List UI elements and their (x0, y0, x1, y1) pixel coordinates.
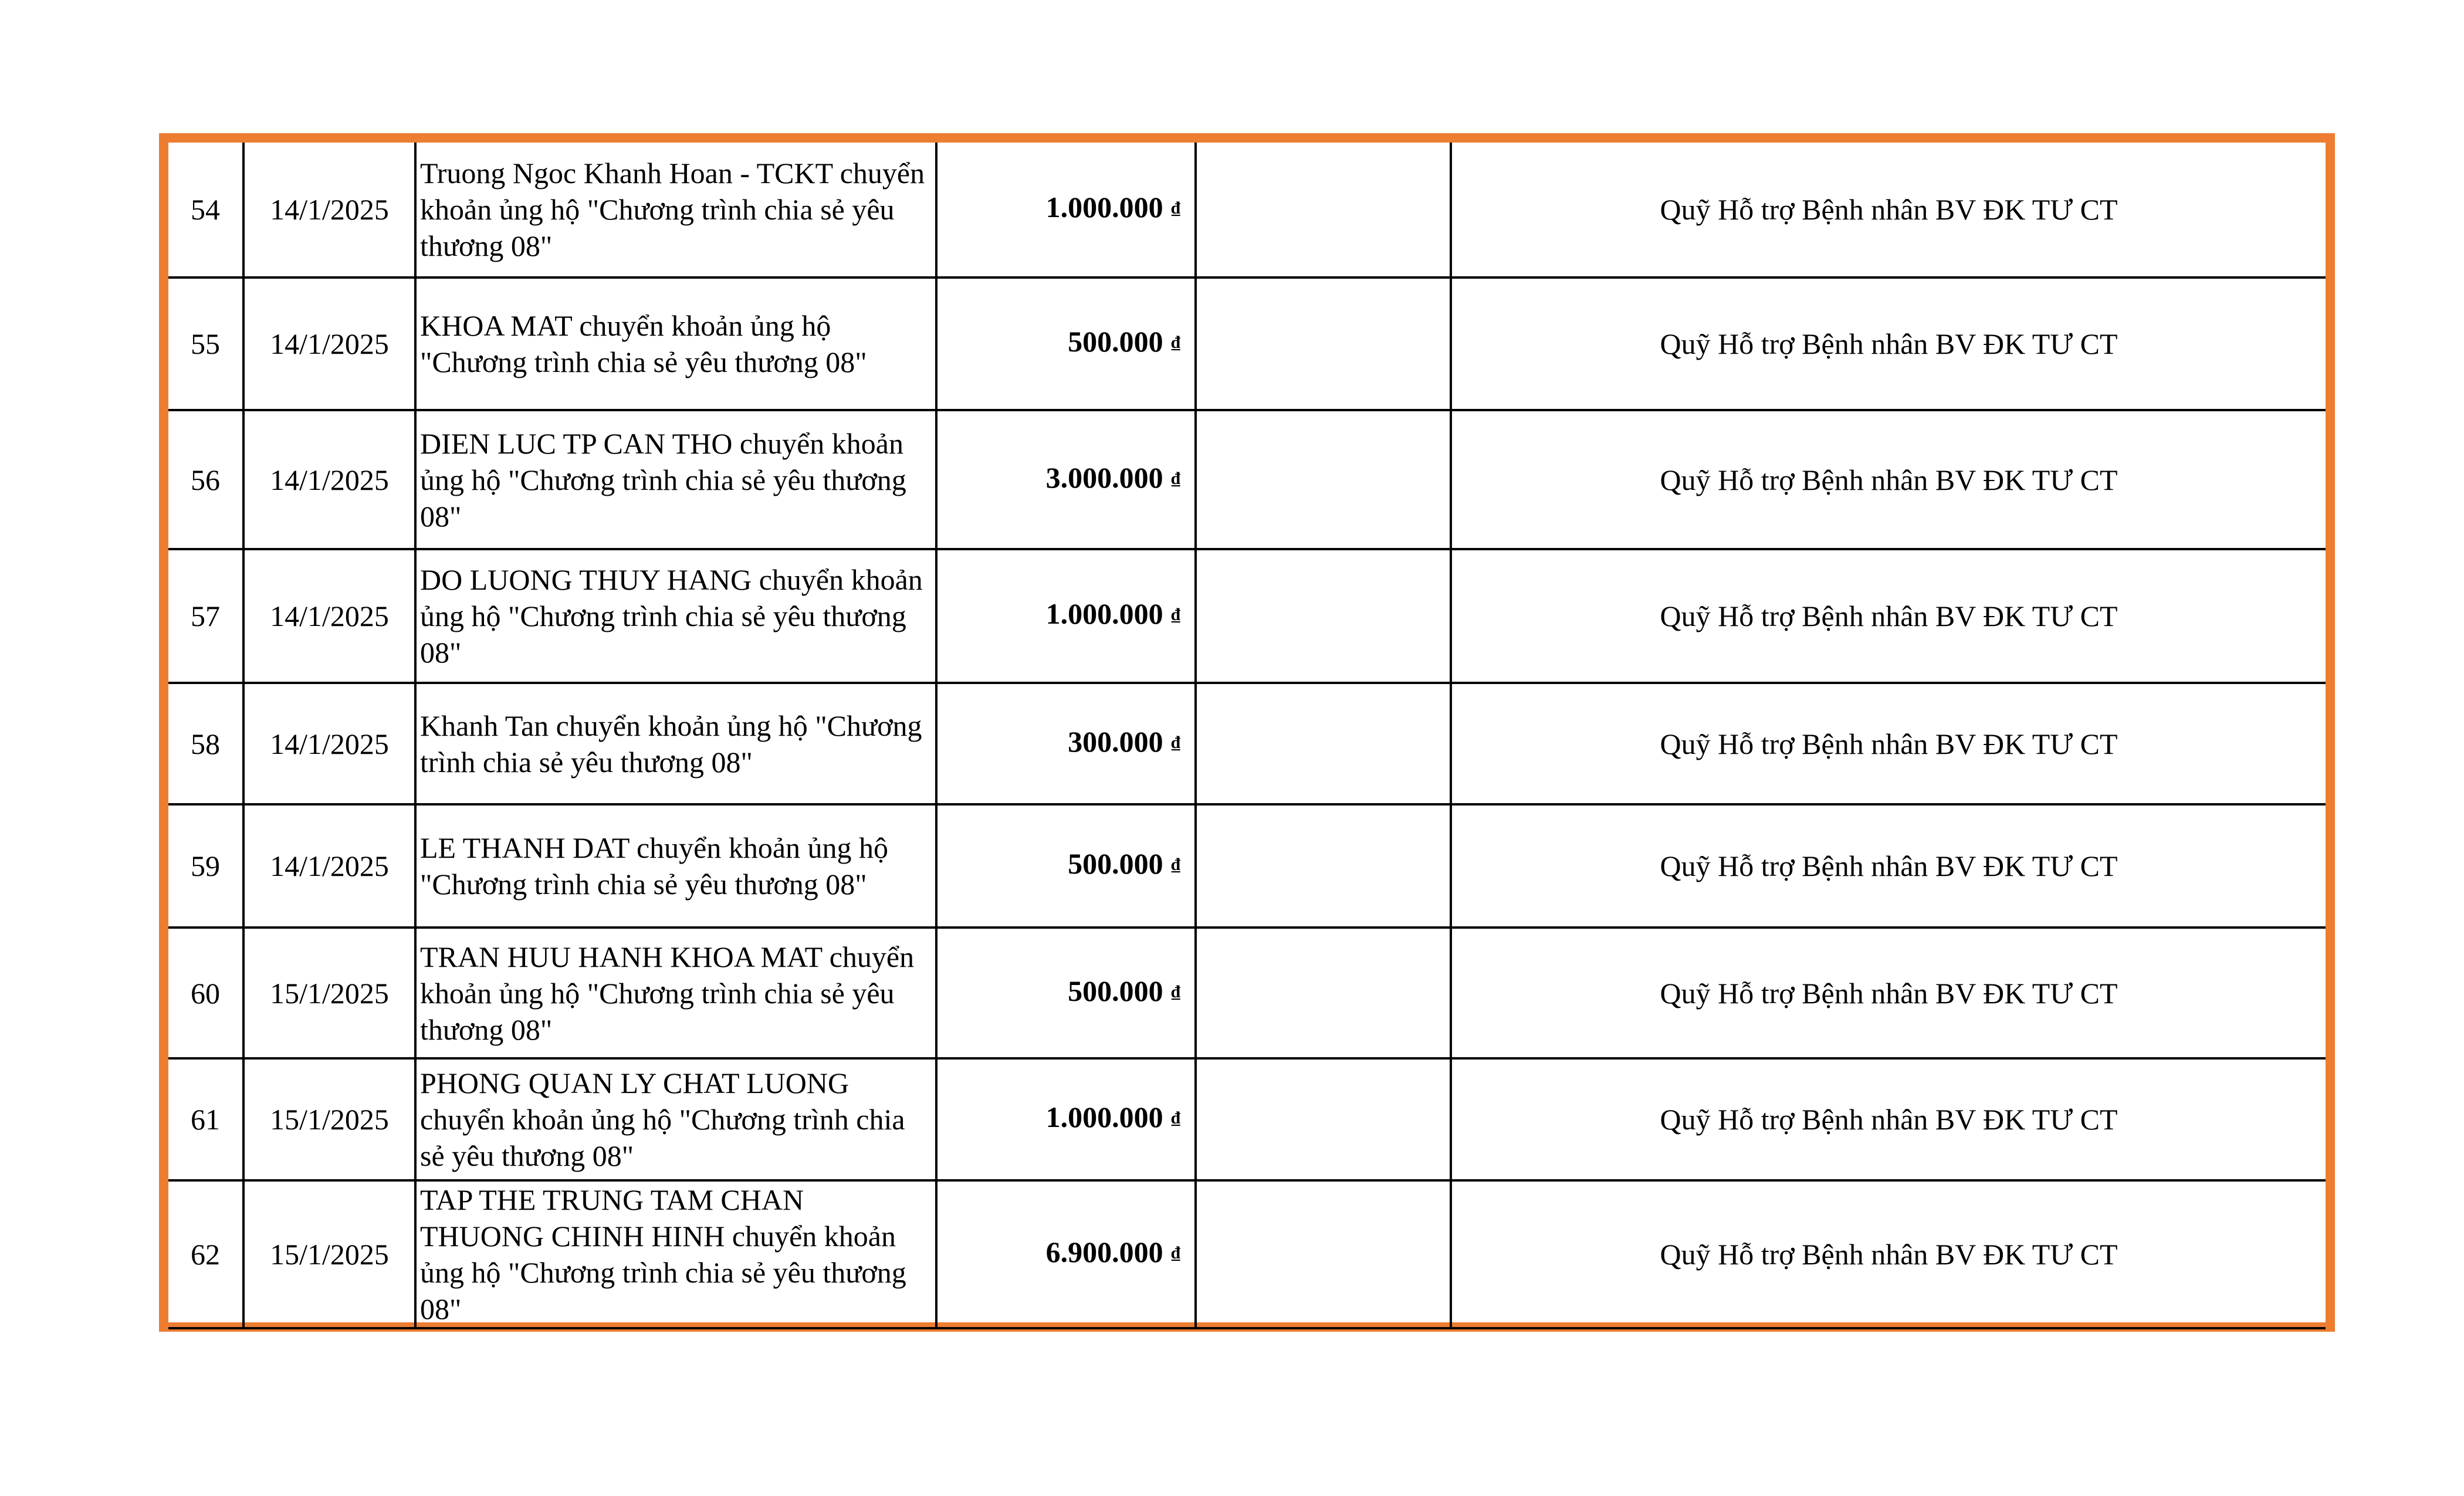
description-cell: KHOA MAT chuyển khoản ủng hộ "Chương trình chia sẻ yêu thương 08" (415, 277, 936, 410)
row-number-cell: 56 (168, 410, 243, 549)
currency-symbol: ₫ (1171, 1243, 1180, 1263)
date-cell: 15/1/2025 (243, 928, 415, 1058)
date-cell: 14/1/2025 (243, 277, 415, 410)
table-row (168, 683, 2326, 804)
row-number-cell: 60 (168, 928, 243, 1058)
ledger-body (168, 143, 2326, 1328)
date-cell: 14/1/2025 (243, 410, 415, 549)
note-cell (1196, 549, 1451, 683)
fund-cell: Quỹ Hỗ trợ Bệnh nhân BV ĐK TƯ CT (1451, 143, 2326, 277)
table-row (168, 804, 2326, 928)
fund-cell: Quỹ Hỗ trợ Bệnh nhân BV ĐK TƯ CT (1451, 277, 2326, 410)
currency-symbol: ₫ (1171, 333, 1180, 352)
description-cell: DIEN LUC TP CAN THO chuyển khoản ủng hộ "Chương trình chia sẻ yêu thương 08" (415, 410, 936, 549)
note-cell (1196, 928, 1451, 1058)
amount-value: 6.900.000 (1045, 1236, 1163, 1268)
amount-cell (936, 1058, 1196, 1180)
row-number-cell: 54 (168, 143, 243, 277)
table-row (168, 549, 2326, 683)
table-row (168, 928, 2326, 1058)
amount-value: 1.000.000 (1045, 1101, 1163, 1133)
fund-cell: Quỹ Hỗ trợ Bệnh nhân BV ĐK TƯ CT (1451, 549, 2326, 683)
note-cell (1196, 804, 1451, 928)
donation-ledger-table (168, 143, 2326, 1329)
date-cell: 14/1/2025 (243, 143, 415, 277)
row-number-cell: 57 (168, 549, 243, 683)
row-number-cell: 55 (168, 277, 243, 410)
fund-cell: Quỹ Hỗ trợ Bệnh nhân BV ĐK TƯ CT (1451, 804, 2326, 928)
currency-symbol: ₫ (1171, 981, 1180, 1001)
fund-cell: Quỹ Hỗ trợ Bệnh nhân BV ĐK TƯ CT (1451, 928, 2326, 1058)
description-cell: Khanh Tan chuyển khoản ủng hộ "Chương trình chia sẻ yêu thương 08" (415, 683, 936, 804)
row-number-cell: 58 (168, 683, 243, 804)
amount-cell (936, 804, 1196, 928)
description-cell: PHONG QUAN LY CHAT LUONG chuyển khoản ủng hộ "Chương trình chia sẻ yêu thương 08" (415, 1058, 936, 1180)
table-row (168, 143, 2326, 277)
row-number-cell: 62 (168, 1180, 243, 1328)
amount-cell (936, 410, 1196, 549)
note-cell (1196, 410, 1451, 549)
description-cell: Truong Ngoc Khanh Hoan - TCKT chuyển khoản ủng hộ "Chương trình chia sẻ yêu thương 08" (415, 143, 936, 277)
amount-value: 1.000.000 (1045, 597, 1163, 630)
fund-cell: Quỹ Hỗ trợ Bệnh nhân BV ĐK TƯ CT (1451, 683, 2326, 804)
note-cell (1196, 143, 1451, 277)
amount-cell (936, 928, 1196, 1058)
currency-symbol: ₫ (1171, 605, 1180, 624)
note-cell (1196, 1058, 1451, 1180)
amount-value: 500.000 (1068, 974, 1163, 1007)
amount-value: 1.000.000 (1045, 191, 1163, 224)
donation-ledger-sheet (159, 133, 2335, 1332)
table-row (168, 1058, 2326, 1180)
amount-cell (936, 1180, 1196, 1328)
table-row (168, 1180, 2326, 1328)
date-cell: 14/1/2025 (243, 804, 415, 928)
currency-symbol: ₫ (1171, 855, 1180, 874)
currency-symbol: ₫ (1171, 1108, 1180, 1128)
date-cell: 14/1/2025 (243, 683, 415, 804)
description-cell: DO LUONG THUY HANG chuyển khoản ủng hộ "Chương trình chia sẻ yêu thương 08" (415, 549, 936, 683)
fund-cell: Quỹ Hỗ trợ Bệnh nhân BV ĐK TƯ CT (1451, 1058, 2326, 1180)
amount-value: 300.000 (1068, 725, 1163, 758)
description-cell: TAP THE TRUNG TAM CHAN THUONG CHINH HINH chuyển khoản ủng hộ "Chương trình chia sẻ yêu thương 08" (415, 1180, 936, 1328)
amount-cell (936, 683, 1196, 804)
amount-value: 500.000 (1068, 325, 1163, 358)
note-cell (1196, 683, 1451, 804)
amount-cell (936, 143, 1196, 277)
date-cell: 14/1/2025 (243, 549, 415, 683)
amount-cell (936, 277, 1196, 410)
table-row (168, 277, 2326, 410)
date-cell: 15/1/2025 (243, 1180, 415, 1328)
row-number-cell: 59 (168, 804, 243, 928)
date-cell: 15/1/2025 (243, 1058, 415, 1180)
amount-value: 500.000 (1068, 847, 1163, 880)
note-cell (1196, 277, 1451, 410)
amount-value: 3.000.000 (1045, 461, 1163, 494)
currency-symbol: ₫ (1171, 468, 1180, 488)
row-number-cell: 61 (168, 1058, 243, 1180)
description-cell: LE THANH DAT chuyển khoản ủng hộ "Chương trình chia sẻ yêu thương 08" (415, 804, 936, 928)
amount-cell (936, 549, 1196, 683)
currency-symbol: ₫ (1171, 732, 1180, 752)
table-row (168, 410, 2326, 549)
currency-symbol: ₫ (1171, 198, 1180, 218)
note-cell (1196, 1180, 1451, 1328)
fund-cell: Quỹ Hỗ trợ Bệnh nhân BV ĐK TƯ CT (1451, 1180, 2326, 1328)
description-cell: TRAN HUU HANH KHOA MAT chuyển khoản ủng hộ "Chương trình chia sẻ yêu thương 08" (415, 928, 936, 1058)
fund-cell: Quỹ Hỗ trợ Bệnh nhân BV ĐK TƯ CT (1451, 410, 2326, 549)
